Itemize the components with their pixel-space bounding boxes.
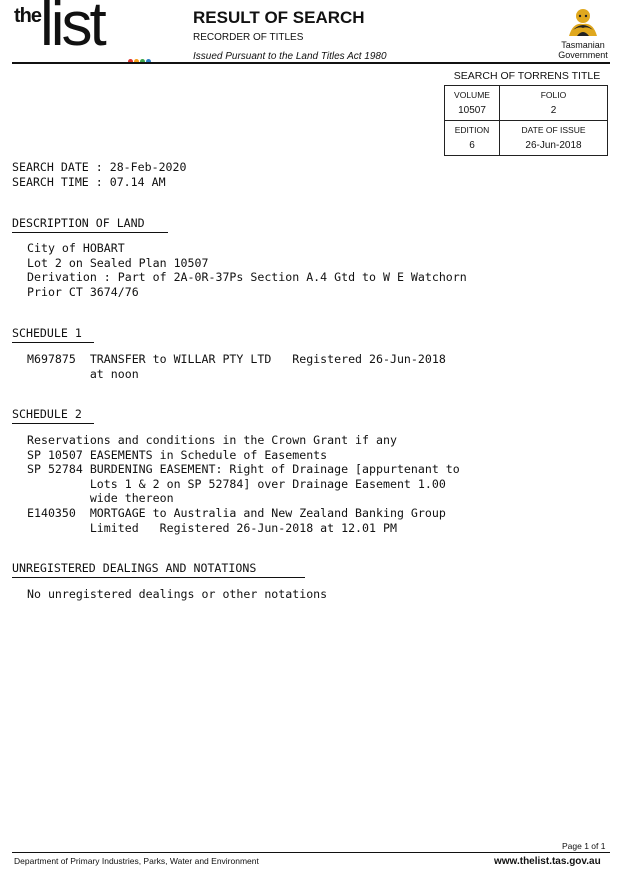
search-time: SEARCH TIME : 07.14 AM <box>12 175 166 189</box>
torrens-title-heading: SEARCH OF TORRENS TITLE <box>453 70 601 82</box>
folio-value: 2 <box>550 105 557 116</box>
schedule2-line: SP 10507 EASEMENTS in Schedule of Easements <box>27 447 328 462</box>
unregistered-heading: UNREGISTERED DEALINGS AND NOTATIONS <box>12 561 305 578</box>
schedule2-line: SP 52784 BURDENING EASEMENT: Right of Drainage [appurtenant to <box>27 462 460 477</box>
torrens-title-table <box>444 85 608 156</box>
gov-line-2: Government <box>558 50 608 60</box>
tasmanian-devil-crest-icon <box>563 6 603 40</box>
schedule2-line: wide thereon <box>27 491 174 506</box>
unregistered-block <box>27 587 327 602</box>
issue-date-label: DATE OF ISSUE <box>521 125 586 135</box>
folio-label: FOLIO <box>540 90 567 100</box>
description-block <box>27 241 467 299</box>
footer-divider <box>12 852 610 853</box>
gov-line-1: Tasmanian <box>561 40 605 50</box>
schedule2-line: E140350 MORTGAGE to Australia and New Zealand Banking Group <box>27 505 446 520</box>
page-number: Page 1 of 1 <box>562 841 606 851</box>
volume-cell <box>445 86 500 121</box>
header-divider <box>12 62 610 64</box>
schedule2-line: Lots 1 & 2 on SP 52784] over Drainage Easement 1.00 <box>27 476 446 491</box>
schedule2-line: Reservations and conditions in the Crown Grant if any <box>27 433 397 447</box>
volume-value: 10507 <box>458 105 486 116</box>
schedule2-heading: SCHEDULE 2 <box>12 407 94 424</box>
website-link[interactable]: www.thelist.tas.gov.au <box>494 856 601 867</box>
issue-date-cell <box>500 121 608 156</box>
schedule2-line: Limited Registered 26-Jun-2018 at 12.01 PM <box>27 520 397 535</box>
description-line: Derivation : Part of 2A-0R-37Ps Section A.4 Gtd to W E Watchorn <box>27 270 467 285</box>
logo-dots <box>128 51 152 69</box>
page-title: RESULT OF SEARCH <box>193 8 365 27</box>
description-line: Prior CT 3674/76 <box>27 284 139 299</box>
logo-the-text: the <box>14 5 41 27</box>
page-subtitle: RECORDER OF TITLES <box>193 32 304 43</box>
schedule2-block <box>27 433 460 535</box>
act-reference: Issued Pursuant to the Land Titles Act 1980 <box>193 51 387 62</box>
search-date: SEARCH DATE : 28-Feb-2020 <box>12 160 187 174</box>
schedule1-block <box>27 352 446 381</box>
description-line: Lot 2 on Sealed Plan 10507 <box>27 255 209 270</box>
unregistered-line: No unregistered dealings or other notations <box>27 587 328 601</box>
edition-cell <box>445 121 500 156</box>
logo-list-text: list <box>40 0 104 59</box>
schedule1-heading: SCHEDULE 1 <box>12 326 94 343</box>
folio-cell <box>500 86 608 121</box>
edition-value: 6 <box>469 140 475 151</box>
volume-label: VOLUME <box>454 90 490 100</box>
thelist-logo <box>12 0 152 60</box>
schedule1-line: at noon <box>27 366 139 381</box>
issue-date-value: 26-Jun-2018 <box>525 140 582 151</box>
description-line: City of HOBART <box>27 241 125 255</box>
tasmanian-government-logo <box>548 6 618 62</box>
edition-label: EDITION <box>454 125 490 135</box>
description-heading: DESCRIPTION OF LAND <box>12 216 168 233</box>
department-name: Department of Primary Industries, Parks, Water and Environment <box>14 856 259 866</box>
schedule1-line: M697875 TRANSFER to WILLAR PTY LTD Registered 26-Jun-2018 <box>27 352 446 366</box>
